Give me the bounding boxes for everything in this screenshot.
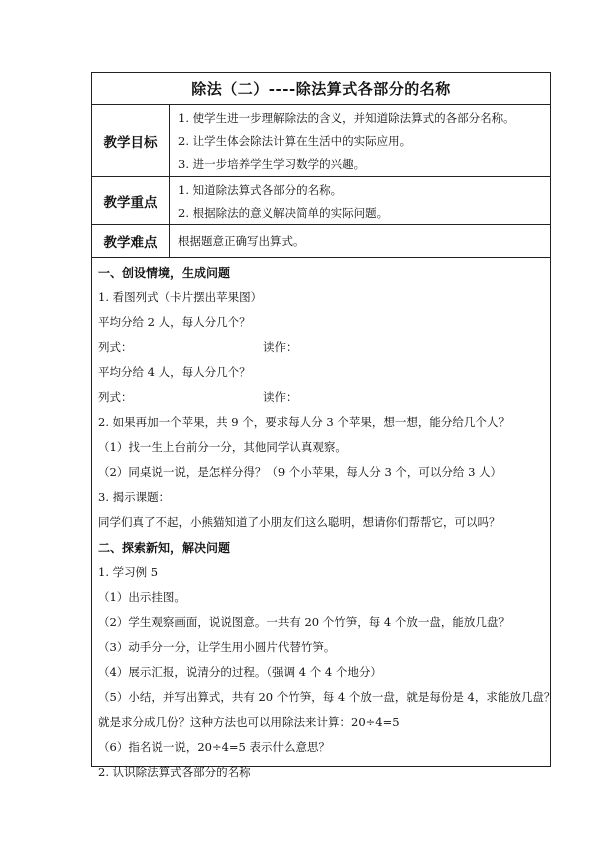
body-line: （5）小结，并写出算式，共有 20 个竹笋，每 4 个放一盘，就是每份是 4，求能放几盘？ bbox=[98, 690, 556, 704]
body-line: 2. 认识除法算式各部分的名称 bbox=[98, 765, 251, 779]
key-points-label: 教学重点 bbox=[92, 177, 170, 224]
key-point-item: 1. 知道除法算式各部分的名称。 bbox=[178, 183, 343, 197]
body-line: 就是求分成几份？这种方法也可以用除法来计算：20÷4=5 bbox=[98, 715, 400, 729]
difficulty-content bbox=[170, 225, 550, 257]
objective-item: 2. 让学生体会除法计算在生活中的实际应用。 bbox=[178, 134, 412, 148]
objectives-label: 教学目标 bbox=[92, 105, 170, 176]
objective-item: 3. 进一步培养学生学习数学的兴趣。 bbox=[178, 157, 366, 171]
body-line: （1）出示挂图。 bbox=[98, 590, 186, 604]
body-line: 3. 揭示课题： bbox=[98, 490, 171, 504]
formula-read-line bbox=[98, 339, 398, 355]
key-points-row bbox=[92, 177, 550, 225]
body-line: 平均分给 4 人，每人分几个？ bbox=[98, 365, 251, 379]
body-line: 2. 如果再加一个苹果，共 9 个，要求每人分 3 个苹果，想一想，能分给几个人？ bbox=[98, 415, 510, 429]
section-heading: 一、创设情境，生成问题 bbox=[98, 266, 231, 280]
formula-read-line bbox=[98, 389, 398, 405]
formula-label: 列式： bbox=[98, 340, 133, 354]
lesson-body bbox=[92, 258, 556, 779]
body-line: 平均分给 2 人，每人分几个？ bbox=[98, 315, 251, 329]
body-line: （3）动手分一分，让学生用小圆片代替竹笋。 bbox=[98, 640, 336, 654]
objectives-content bbox=[170, 105, 550, 176]
key-point-item: 2. 根据除法的意义解决简单的实际问题。 bbox=[178, 206, 389, 220]
objectives-row bbox=[92, 105, 550, 177]
page-title: 除法（二）----除法算式各部分的名称 bbox=[191, 80, 451, 98]
body-line: （2）学生观察画面，说说图意。一共有 20 个竹笋，每 4 个放一盘，能放几盘？ bbox=[98, 615, 510, 629]
difficulty-row bbox=[92, 225, 550, 258]
key-points-content bbox=[170, 177, 550, 224]
read-label: 读作： bbox=[263, 390, 298, 404]
body-line: 同学们真了不起，小熊猫知道了小朋友们这么聪明，想请你们帮帮它，可以吗？ bbox=[98, 515, 501, 529]
body-line: （1）找一生上台前分一分，其他同学认真观察。 bbox=[98, 440, 347, 454]
objective-item: 1. 使学生进一步理解除法的含义，并知道除法算式的各部分名称。 bbox=[178, 111, 515, 125]
title-row bbox=[92, 73, 550, 105]
body-line: 1. 学习例 5 bbox=[98, 565, 159, 579]
section-heading: 二、探索新知，解决问题 bbox=[98, 541, 231, 555]
body-line: 1. 看图列式（卡片摆出苹果图） bbox=[98, 290, 263, 304]
body-line: （4）展示汇报，说清分的过程。（强调 4 个 4 个地分） bbox=[98, 665, 382, 679]
read-label: 读作： bbox=[263, 340, 298, 354]
lesson-body-row bbox=[92, 258, 556, 779]
difficulty-text: 根据题意正确写出算式。 bbox=[178, 234, 305, 248]
body-line: （2）同桌说一说，是怎样分得？（9 个小苹果，每人分 3 个，可以分给 3 人） bbox=[98, 465, 503, 479]
difficulty-label: 教学难点 bbox=[92, 225, 170, 257]
formula-label: 列式： bbox=[98, 390, 133, 404]
lesson-plan-table bbox=[91, 72, 556, 779]
body-line: （6）指名说一说，20÷4=5 表示什么意思？ bbox=[98, 740, 331, 754]
